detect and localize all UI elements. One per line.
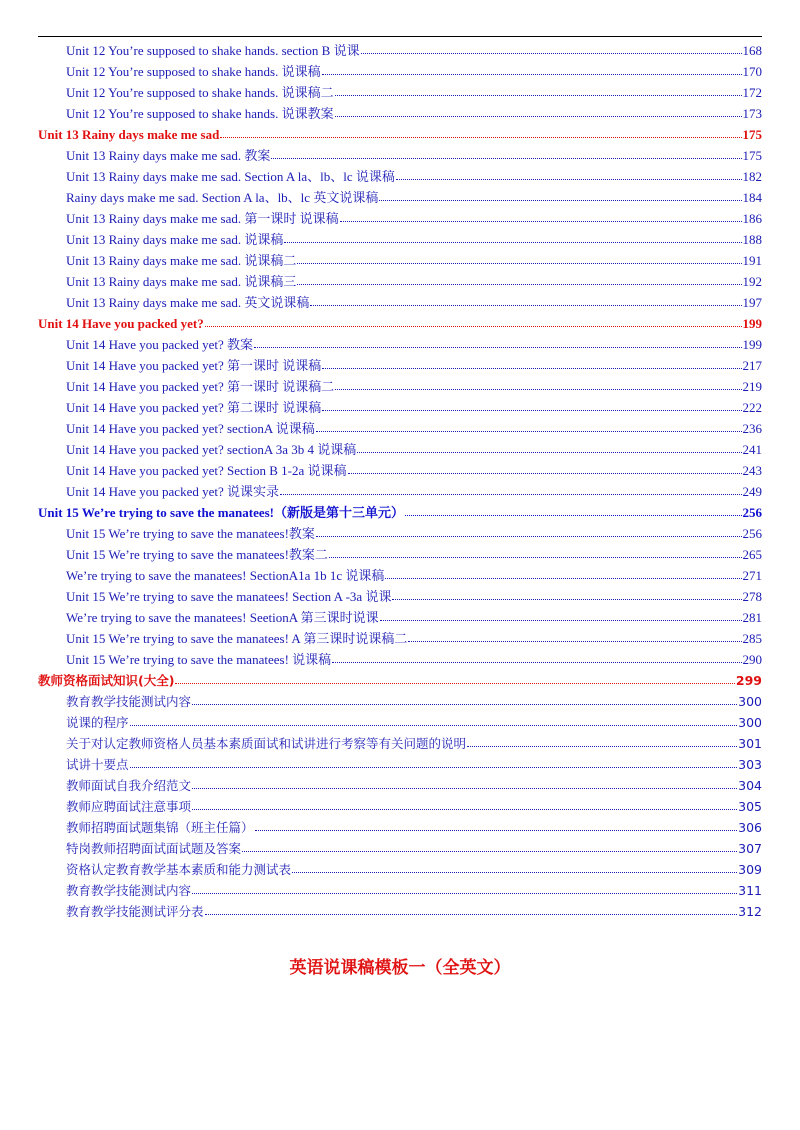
toc-entry-title: Rainy days make me sad. Section A la、lb、lc 英文说课稿 xyxy=(66,190,379,205)
toc-entry[interactable] xyxy=(38,775,762,796)
toc-entry-title: 教育教学技能测试内容 xyxy=(66,883,192,898)
toc-dot-leader xyxy=(205,326,742,327)
toc-entry[interactable] xyxy=(38,292,762,313)
toc-page-number: 249 xyxy=(742,484,762,499)
toc-heading-entry[interactable] xyxy=(38,313,762,334)
toc-dot-leader xyxy=(130,767,738,768)
toc-entry-title: Unit 15 We’re trying to save the manatees!（新版是第十三单元） xyxy=(38,505,405,520)
toc-dot-leader xyxy=(340,221,742,222)
toc-entry-title: Unit 13 Rainy days make me sad. 第一课时 说课稿 xyxy=(66,211,339,226)
toc-dot-leader xyxy=(205,914,738,915)
toc-entry-title: Unit 13 Rainy days make me sad. Section A la、lb、lc 说课稿 xyxy=(66,169,395,184)
toc-entry[interactable] xyxy=(38,187,762,208)
toc-page-number: 243 xyxy=(742,463,762,478)
toc-entry[interactable] xyxy=(38,565,762,586)
toc-entry-title: Unit 14 Have you packed yet? 第一课时 说课稿 xyxy=(66,358,322,373)
toc-entry[interactable] xyxy=(38,460,762,481)
toc-entry-title: 教育教学技能测试内容 xyxy=(66,694,192,709)
toc-dot-leader xyxy=(380,620,742,621)
toc-entry-title: Unit 13 Rainy days make me sad xyxy=(38,127,220,142)
toc-entry-title: Unit 14 Have you packed yet? Section B 1-2a 说课稿 xyxy=(66,463,347,478)
toc-page-number: 265 xyxy=(742,547,762,562)
toc-entry-title: 教师应聘面试注意事项 xyxy=(66,799,192,814)
toc-entry[interactable] xyxy=(38,334,762,355)
toc-entry[interactable] xyxy=(38,208,762,229)
toc-page-number: 219 xyxy=(742,379,762,394)
toc-page-number: 241 xyxy=(742,442,762,457)
toc-page-number: 281 xyxy=(742,610,762,625)
toc-entry[interactable] xyxy=(38,229,762,250)
toc-heading-entry[interactable] xyxy=(38,124,762,145)
toc-dot-leader xyxy=(284,242,741,243)
toc-entry-title: Unit 13 Rainy days make me sad. 说课稿三 xyxy=(66,274,297,289)
toc-page-number: 307 xyxy=(738,841,762,856)
toc-entry-title: Unit 12 You’re supposed to shake hands. section B 说课 xyxy=(66,43,360,58)
toc-page-number: 236 xyxy=(742,421,762,436)
toc-entry[interactable] xyxy=(38,523,762,544)
toc-dot-leader xyxy=(322,74,742,75)
toc-page-number: 311 xyxy=(738,883,762,898)
toc-heading-entry[interactable] xyxy=(38,670,762,691)
toc-dot-leader xyxy=(297,284,741,285)
toc-entry-title: Unit 14 Have you packed yet? sectionA 3a 3b 4 说课稿 xyxy=(66,442,357,457)
toc-entry-title: Unit 13 Rainy days make me sad. 说课稿 xyxy=(66,232,284,247)
toc-page-number: 222 xyxy=(742,400,762,415)
toc-entry[interactable] xyxy=(38,82,762,103)
toc-page-number: 285 xyxy=(742,631,762,646)
toc-entry[interactable] xyxy=(38,481,762,502)
toc-dot-leader xyxy=(192,809,737,810)
toc-page-number: 217 xyxy=(742,358,762,373)
toc-dot-leader xyxy=(357,452,741,453)
toc-entry-title: Unit 13 Rainy days make me sad. 英文说课稿 xyxy=(66,295,310,310)
toc-entry[interactable] xyxy=(38,250,762,271)
toc-entry-title: 教育教学技能测试评分表 xyxy=(66,904,204,919)
toc-dot-leader xyxy=(316,536,742,537)
toc-dot-leader xyxy=(361,53,742,54)
toc-entry[interactable] xyxy=(38,61,762,82)
toc-entry-title: We’re trying to save the manatees! SectionA1a 1b 1c 说课稿 xyxy=(66,568,385,583)
toc-entry-title: We’re trying to save the manatees! SeetionA 第三课时说课 xyxy=(66,610,379,625)
toc-entry-title: Unit 12 You’re supposed to shake hands. 说课教案 xyxy=(66,106,334,121)
toc-entry[interactable] xyxy=(38,103,762,124)
toc-entry-title: Unit 15 We’re trying to save the manatees!教案 xyxy=(66,526,315,541)
toc-entry-title: 教师面试自我介绍范文 xyxy=(66,778,192,793)
toc-dot-leader xyxy=(192,704,737,705)
toc-page-number: 192 xyxy=(742,274,762,289)
toc-dot-leader xyxy=(310,305,741,306)
toc-page-number: 278 xyxy=(742,589,762,604)
toc-entry-title: 资格认定教育教学基本素质和能力测试表 xyxy=(66,862,292,877)
toc-entry[interactable] xyxy=(38,418,762,439)
toc-entry[interactable] xyxy=(38,544,762,565)
toc-page-number: 175 xyxy=(742,127,762,142)
toc-entry-title: 教师资格面试知识(大全) xyxy=(38,673,175,688)
toc-entry[interactable] xyxy=(38,691,762,712)
toc-entry-title: Unit 14 Have you packed yet? xyxy=(38,316,204,331)
toc-entry-title: Unit 14 Have you packed yet? sectionA 说课稿 xyxy=(66,421,315,436)
toc-entry[interactable] xyxy=(38,880,762,901)
toc-page-number: 312 xyxy=(738,904,762,919)
toc-page-number: 188 xyxy=(742,232,762,247)
toc-dot-leader xyxy=(316,431,742,432)
toc-entry-title: Unit 13 Rainy days make me sad. 教案 xyxy=(66,148,271,163)
toc-page-number: 271 xyxy=(742,568,762,583)
toc-entry-title: 教师招聘面试题集锦（班主任篇） xyxy=(66,820,254,835)
toc-dot-leader xyxy=(335,95,742,96)
toc-entry-title: Unit 15 We’re trying to save the manatees! A 第三课时说课稿二 xyxy=(66,631,408,646)
toc-entry[interactable] xyxy=(38,376,762,397)
toc-dot-leader xyxy=(292,872,737,873)
toc-entry-title: Unit 14 Have you packed yet? 第二课时 说课稿 xyxy=(66,400,322,415)
toc-dot-leader xyxy=(175,683,734,684)
toc-entry-title: Unit 12 You’re supposed to shake hands. 说课稿 xyxy=(66,64,321,79)
toc-dot-leader xyxy=(220,137,741,138)
toc-dot-leader xyxy=(255,830,738,831)
header-rule xyxy=(38,36,762,37)
toc-entry[interactable] xyxy=(38,397,762,418)
toc-dot-leader xyxy=(322,368,741,369)
toc-dot-leader xyxy=(271,158,741,159)
toc-page-number: 168 xyxy=(742,43,762,58)
toc-entry-title: Unit 15 We’re trying to save the manatees! 说课稿 xyxy=(66,652,332,667)
toc-dot-leader xyxy=(385,578,741,579)
toc-page-number: 199 xyxy=(742,316,762,331)
toc-dot-leader xyxy=(392,599,741,600)
toc-heading-entry[interactable] xyxy=(38,502,762,523)
toc-entry-title: Unit 15 We’re trying to save the manatees!教案二 xyxy=(66,547,328,562)
toc-page-number: 191 xyxy=(742,253,762,268)
toc-page-number: 306 xyxy=(738,820,762,835)
toc-entry[interactable] xyxy=(38,628,762,649)
toc-entry[interactable] xyxy=(38,40,762,61)
toc-entry-title: Unit 14 Have you packed yet? 教案 xyxy=(66,337,254,352)
toc-entry[interactable] xyxy=(38,817,762,838)
toc-page-number: 184 xyxy=(742,190,762,205)
toc-dot-leader xyxy=(242,851,737,852)
toc-dot-leader xyxy=(467,746,737,747)
section-heading: 英语说课稿模板一（全英文） xyxy=(289,958,511,978)
toc-entry[interactable] xyxy=(38,649,762,670)
toc-entry-title: Unit 12 You’re supposed to shake hands. 说课稿二 xyxy=(66,85,334,100)
toc-dot-leader xyxy=(280,494,741,495)
toc-page-number: 290 xyxy=(742,652,762,667)
toc-dot-leader xyxy=(322,410,741,411)
toc-page-number: 303 xyxy=(738,757,762,772)
toc-dot-leader xyxy=(192,788,737,789)
toc-page-number: 305 xyxy=(738,799,762,814)
toc-entry-title: 试讲十要点 xyxy=(66,757,129,772)
toc-page-number: 300 xyxy=(738,715,762,730)
toc-page-number: 197 xyxy=(742,295,762,310)
toc-entry[interactable] xyxy=(38,355,762,376)
toc-entry[interactable] xyxy=(38,586,762,607)
toc-dot-leader xyxy=(332,662,741,663)
toc-dot-leader xyxy=(254,347,741,348)
toc-page-number: 170 xyxy=(742,64,762,79)
toc-page-number: 199 xyxy=(742,337,762,352)
toc-page-number: 182 xyxy=(742,169,762,184)
toc-dot-leader xyxy=(348,473,742,474)
toc-page-number: 304 xyxy=(738,778,762,793)
toc-page-number: 309 xyxy=(738,862,762,877)
table-of-contents xyxy=(38,40,762,922)
toc-entry-title: 关于对认定教师资格人员基本素质面试和试讲进行考察等有关问题的说明 xyxy=(66,736,467,751)
toc-entry-title: Unit 13 Rainy days make me sad. 说课稿二 xyxy=(66,253,297,268)
toc-entry[interactable] xyxy=(38,838,762,859)
toc-dot-leader xyxy=(335,389,741,390)
toc-entry[interactable] xyxy=(38,796,762,817)
toc-entry[interactable] xyxy=(38,712,762,733)
toc-entry-title: 特岗教师招聘面试面试题及答案 xyxy=(66,841,242,856)
toc-page-number: 186 xyxy=(742,211,762,226)
toc-page-number: 172 xyxy=(742,85,762,100)
toc-dot-leader xyxy=(192,893,737,894)
toc-entry[interactable] xyxy=(38,166,762,187)
toc-dot-leader xyxy=(379,200,741,201)
toc-page-number: 299 xyxy=(735,673,762,688)
toc-dot-leader xyxy=(408,641,741,642)
toc-entry[interactable] xyxy=(38,859,762,880)
toc-entry-title: Unit 15 We’re trying to save the manatees! Section A -3a 说课 xyxy=(66,589,392,604)
toc-entry[interactable] xyxy=(38,733,762,754)
toc-page-number: 173 xyxy=(742,106,762,121)
toc-dot-leader xyxy=(329,557,742,558)
toc-entry[interactable] xyxy=(38,754,762,775)
toc-page-number: 301 xyxy=(738,736,762,751)
toc-entry[interactable] xyxy=(38,901,762,922)
toc-dot-leader xyxy=(297,263,741,264)
toc-entry-title: Unit 14 Have you packed yet? 说课实录 xyxy=(66,484,280,499)
toc-dot-leader xyxy=(405,515,741,516)
toc-dot-leader xyxy=(130,725,738,726)
toc-entry[interactable] xyxy=(38,607,762,628)
toc-entry[interactable] xyxy=(38,271,762,292)
toc-dot-leader xyxy=(396,179,742,180)
toc-dot-leader xyxy=(335,116,742,117)
toc-entry[interactable] xyxy=(38,439,762,460)
toc-page-number: 175 xyxy=(742,148,762,163)
toc-entry[interactable] xyxy=(38,145,762,166)
toc-entry-title: 说课的程序 xyxy=(66,715,129,730)
toc-page-number: 256 xyxy=(742,526,762,541)
toc-page-number: 256 xyxy=(742,505,762,520)
toc-page-number: 300 xyxy=(738,694,762,709)
toc-entry-title: Unit 14 Have you packed yet? 第一课时 说课稿二 xyxy=(66,379,335,394)
